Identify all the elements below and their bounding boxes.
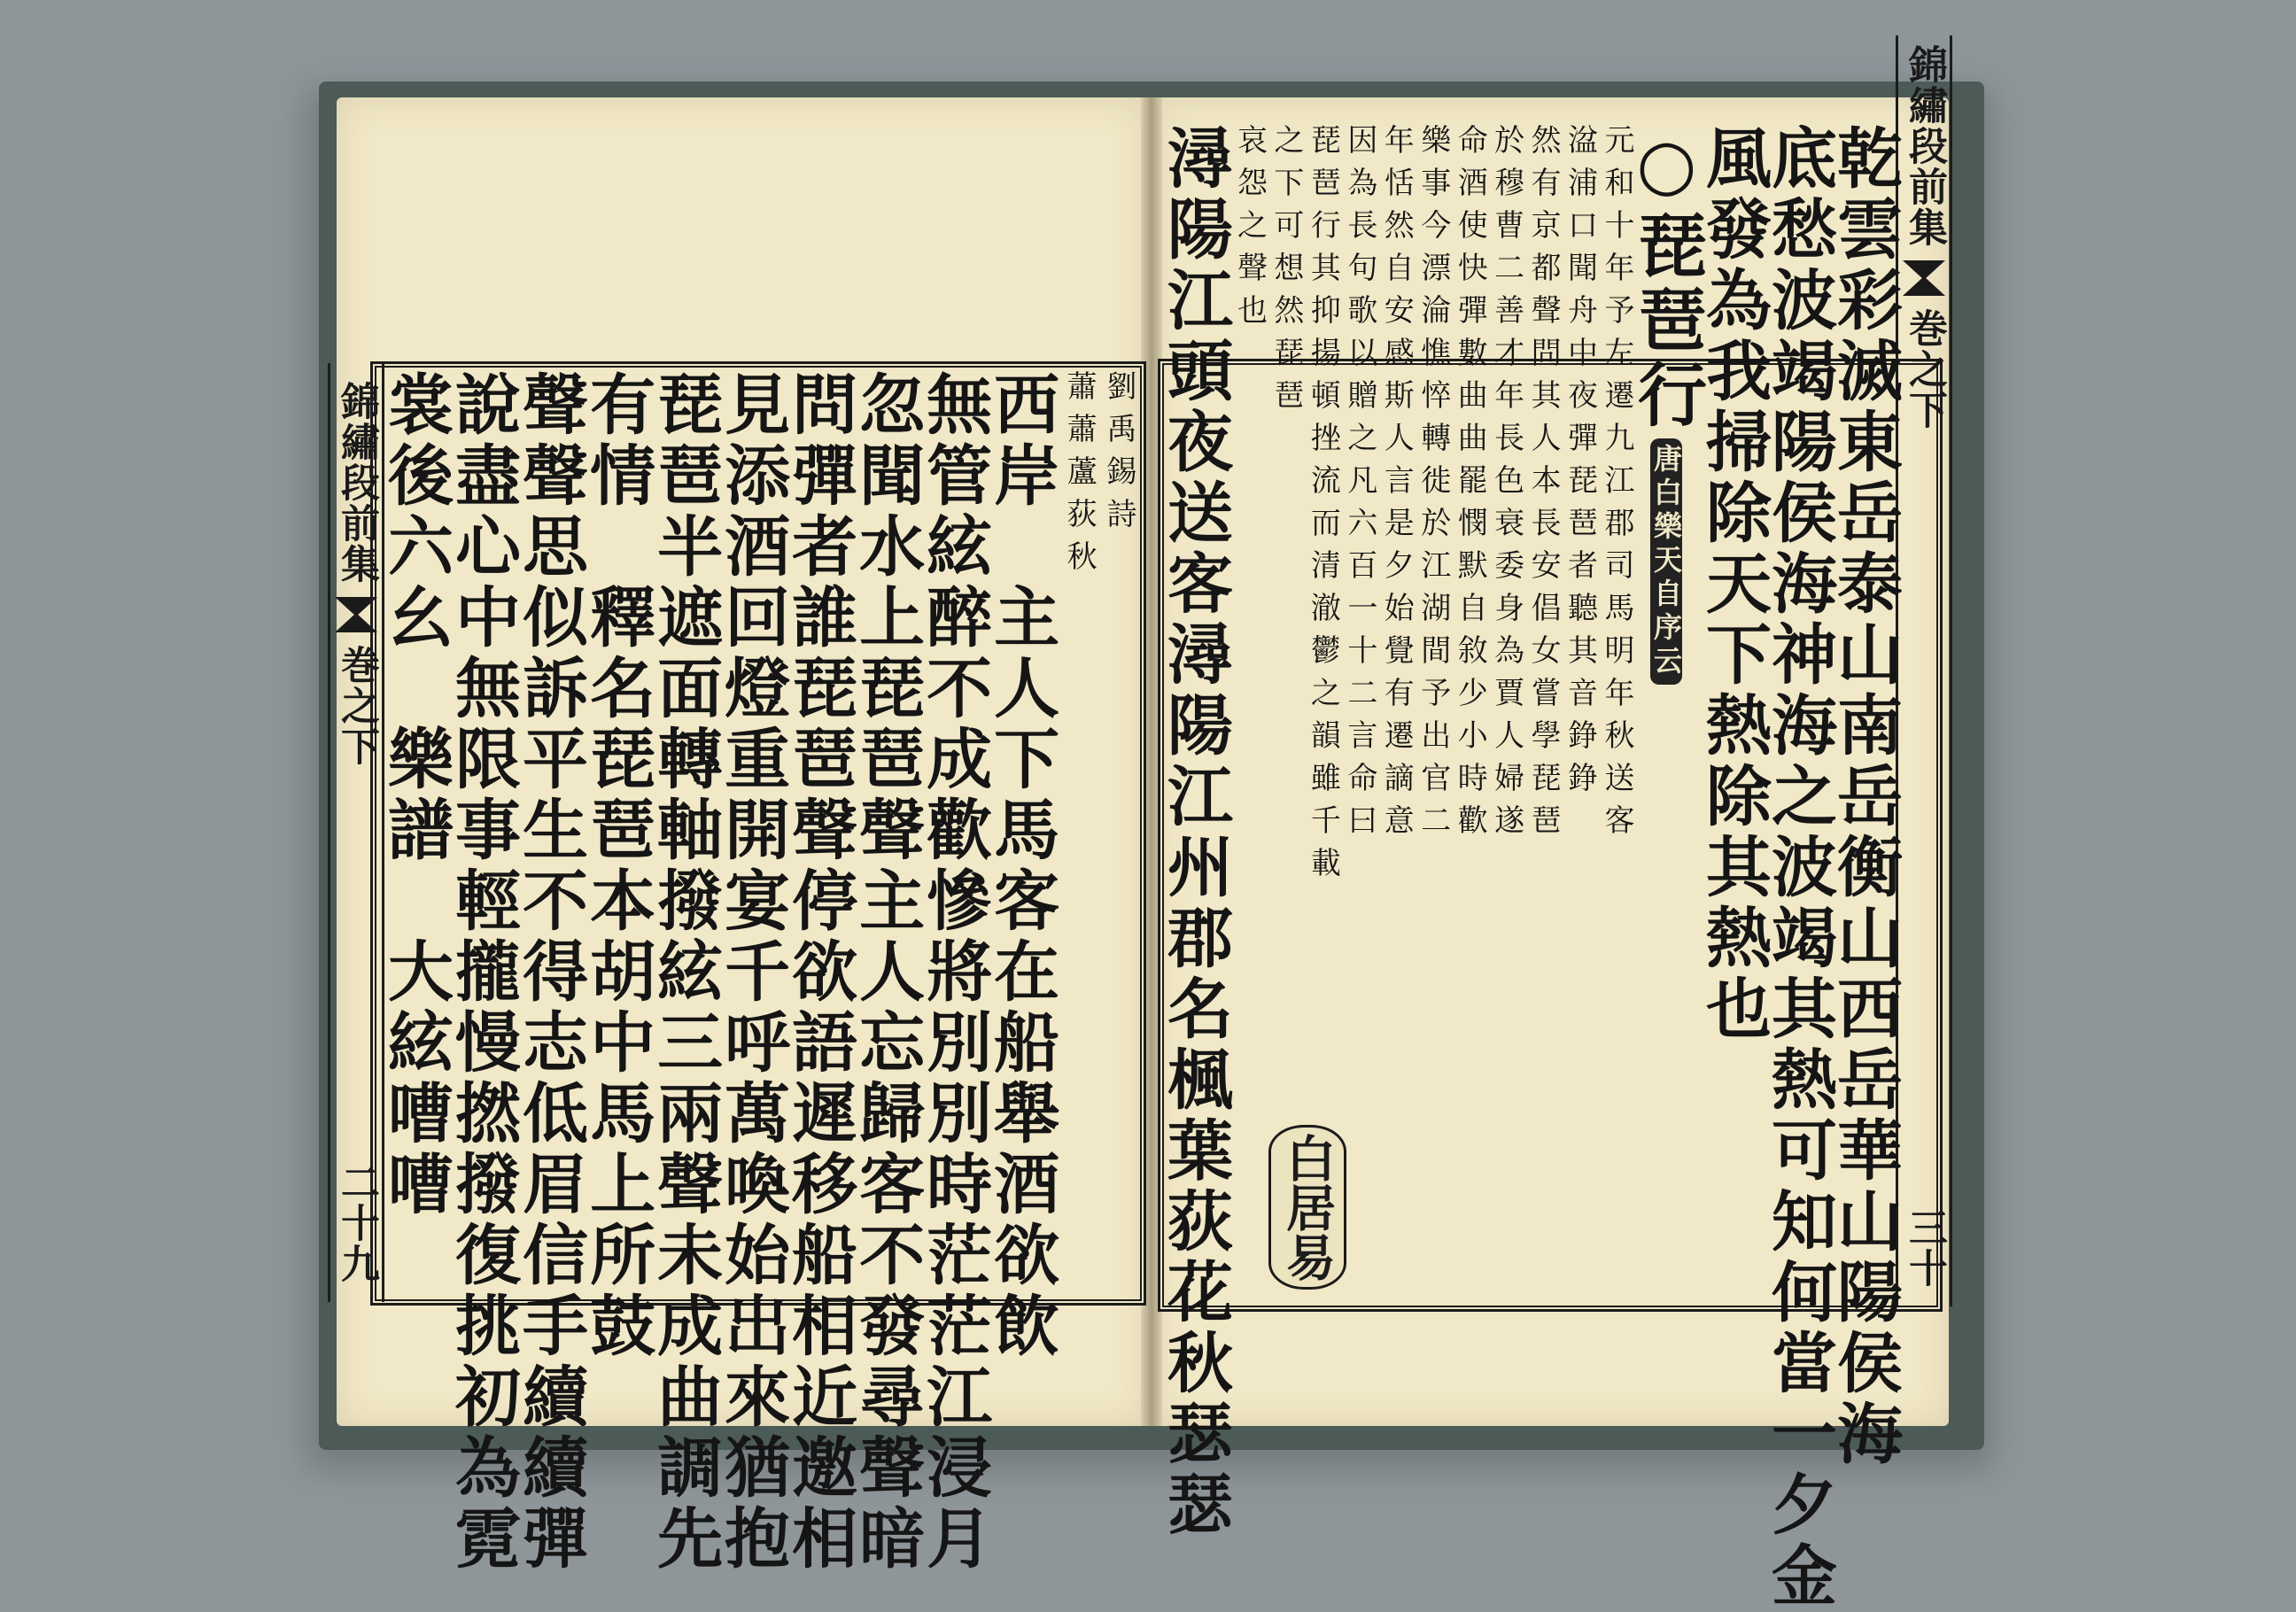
left-column <box>377 370 454 1291</box>
left-hashira-title: 錦繡段前集 <box>334 381 379 585</box>
left-column <box>916 370 993 1575</box>
author-seal <box>1268 1125 1346 1290</box>
right-column-text: 之下可想然琵琶 <box>1268 124 1304 422</box>
right-column-text: 湓浦口聞舟中夜彈琵琶者聽其音錚錚 <box>1562 124 1598 804</box>
left-column <box>1054 370 1098 1291</box>
left-column-text: 問彈者誰琵琶聲停欲語遲移船相近邀相 <box>781 370 858 1575</box>
right-column-text: 於穆曹二善才年長色衰委身為賈人婦遂 <box>1488 124 1524 847</box>
right-column-text: 然有京都聲問其人本長安倡女嘗學琵琶 <box>1525 124 1562 847</box>
left-column <box>714 370 791 1575</box>
right-hashira <box>1896 35 1952 1306</box>
left-column-text: 西岸 主人下馬客在船舉酒欲飲 <box>983 370 1060 1362</box>
right-column-text: 因為長句歌以贈之凡六百一十二言命曰 <box>1341 124 1377 847</box>
right-column <box>1485 124 1524 1298</box>
right-column-text: 琵琶行其抑揚頓挫流而清澈鬱之韻雖千載 <box>1305 124 1341 889</box>
right-column-text: ○琵琶行 <box>1626 124 1707 433</box>
right-column <box>1411 124 1451 1298</box>
right-column-text: 潯陽江頭夜送客潯陽江州郡名楓葉荻花秋瑟瑟 <box>1157 124 1234 1541</box>
left-column-text: 有情 釋名琵琶本胡中馬上所鼓 <box>579 370 656 1362</box>
right-column-text: 風發為我掃除天下熱除其熱也 <box>1695 124 1772 1045</box>
right-column <box>1827 124 1903 1470</box>
fishtail-mark-icon <box>1903 260 1945 296</box>
left-column <box>647 370 724 1575</box>
right-hashira-title: 錦繡段前集 <box>1902 44 1947 248</box>
left-column-text: 裳後六幺 樂譜 大絃嘈嘈 <box>377 370 454 1221</box>
right-column <box>1338 124 1377 1298</box>
right-column-text: 底愁波竭陽侯海神海之波竭其熱可知何當一夕金 <box>1761 124 1837 1612</box>
right-page-number: 三十 <box>1902 1207 1947 1289</box>
right-column <box>1448 124 1488 1298</box>
left-hashira-volume: 巻之下 <box>334 645 379 767</box>
left-text-columns <box>377 370 1136 1575</box>
right-column-text: 年恬然自安感斯人言是夕始覺有遷謫意 <box>1378 124 1415 847</box>
left-column-text: 無管絃醉不成歡慘將別別時茫茫江浸月 <box>916 370 993 1575</box>
left-column <box>1094 370 1134 1291</box>
left-column-text: 忽聞水上琵琶聲主人忘歸客不發尋聲暗 <box>849 370 926 1575</box>
fishtail-mark-icon <box>335 597 377 632</box>
right-column <box>1626 124 1707 1298</box>
right-column-badge: 唐白樂天自序云 <box>1650 438 1682 685</box>
right-column-text: 元和十年予左遷九江郡司馬明年秋送客 <box>1599 124 1634 847</box>
right-column-text: 哀怨之聲也 <box>1231 124 1268 337</box>
right-column-text: 乾雲彩滅東岳泰山南岳衡山西岳華山陽侯海 <box>1827 124 1903 1470</box>
left-column <box>579 370 656 1362</box>
left-column <box>512 370 589 1575</box>
right-column <box>1375 124 1415 1298</box>
left-column <box>849 370 926 1575</box>
left-column <box>445 370 522 1575</box>
left-column <box>781 370 858 1575</box>
right-column <box>1522 124 1562 1298</box>
left-column-text: 見添酒回燈重開宴千呼萬喚始出來猶抱 <box>714 370 791 1575</box>
author-seal-text: 白居易 <box>1278 1133 1337 1282</box>
left-hashira <box>328 363 384 1302</box>
left-column-text: 劉禹錫詩 <box>1101 370 1136 540</box>
left-page-number: 二十九 <box>334 1162 379 1284</box>
right-column <box>1228 124 1268 1298</box>
right-column <box>1157 124 1234 1541</box>
right-column <box>1761 124 1837 1612</box>
right-column-text: 樂事今漂淪憔悴轉徙於江湖間予出官二 <box>1415 124 1451 847</box>
left-column-text: 聲聲思似訴平生不得志低眉信手續續彈 <box>512 370 589 1575</box>
left-column <box>983 370 1060 1362</box>
right-text-columns <box>1157 124 1903 1612</box>
right-column <box>1301 124 1341 1298</box>
left-column-text: 琵琶半遮面轉軸撥絃三兩聲未成曲調先 <box>647 370 724 1575</box>
right-hashira-volume: 巻之下 <box>1902 308 1947 430</box>
right-column <box>1558 124 1598 1298</box>
left-column-text: 蕭蕭蘆荻秋 <box>1061 370 1098 583</box>
right-column <box>1695 124 1772 1298</box>
right-column-text: 命酒使快彈數曲曲罷憫默自敘少小時歡 <box>1452 124 1488 847</box>
right-column <box>1264 124 1304 1298</box>
left-column-text: 說盡心中無限事輕攏慢撚撥復挑初為霓 <box>445 370 522 1575</box>
